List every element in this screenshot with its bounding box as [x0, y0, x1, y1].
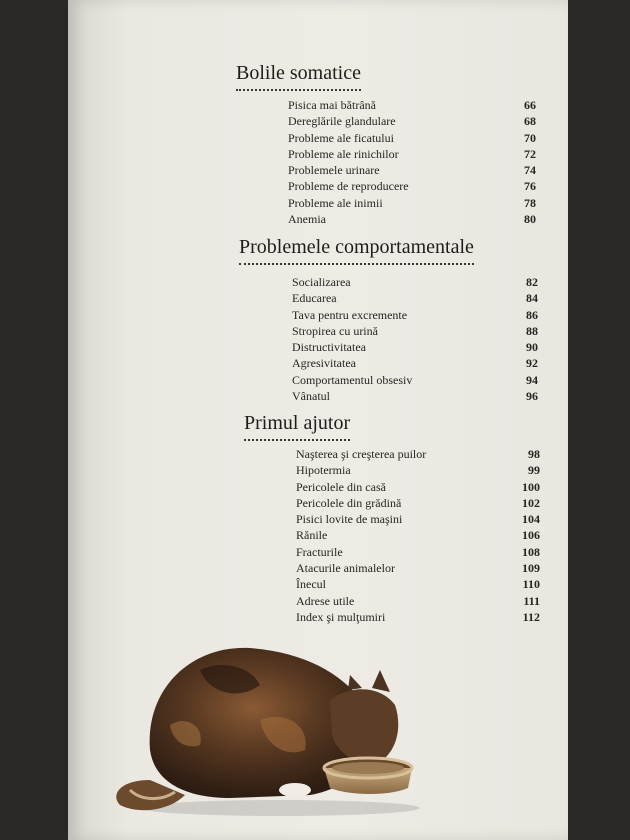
toc-entry-label: Hipotermia: [296, 463, 351, 478]
toc-entry: [296, 560, 540, 576]
toc-entry-label: Probleme ale rinichilor: [288, 146, 399, 161]
toc-entry-label: Pisica mai bătrână: [288, 98, 376, 112]
toc-entry-page-number: 111: [523, 593, 540, 608]
toc-entry: [288, 130, 536, 146]
toc-entry-page-number: 112: [522, 609, 540, 624]
toc-entry-label: Distructivitatea: [292, 340, 366, 355]
section-entries: [296, 446, 540, 625]
toc-entry-label: Probleme de reproducere: [288, 179, 409, 194]
section-primul-ajutor: [244, 412, 350, 441]
toc-entry-label: Pericolele din grădină: [296, 495, 402, 510]
toc-entry: [296, 462, 540, 478]
toc-entry-page-number: 66: [524, 98, 536, 112]
toc-entry: [296, 593, 540, 609]
toc-entry: [292, 372, 538, 388]
toc-entry-label: Problemele urinare: [288, 163, 380, 178]
toc-entry-label: Probleme ale inimii: [288, 195, 383, 210]
toc-entry-page-number: 110: [522, 577, 540, 592]
toc-entry-label: Atacurile animalelor: [296, 561, 395, 576]
toc-entry: [296, 479, 540, 495]
toc-entry: [292, 274, 538, 290]
toc-entry-page-number: 90: [526, 340, 538, 355]
toc-entry-page-number: 82: [526, 275, 538, 289]
toc-entry-page-number: 78: [524, 195, 536, 210]
section-heading: Problemele comportamentale: [239, 236, 474, 265]
section-entries: [292, 274, 538, 404]
toc-entry-page-number: 72: [524, 146, 536, 161]
toc-entry-page-number: 108: [522, 544, 540, 559]
toc-entry-label: Rănile: [296, 528, 328, 543]
toc-entry-label: Naşterea şi creşterea puilor: [296, 447, 427, 461]
toc-entry-page-number: 80: [524, 212, 536, 227]
toc-entry-page-number: 102: [522, 495, 540, 510]
toc-entry-page-number: 70: [524, 130, 536, 145]
toc-entry-page-number: 104: [522, 512, 540, 527]
toc-entry: [296, 527, 540, 543]
toc-entry-page-number: 88: [526, 323, 538, 338]
toc-entry: [296, 609, 540, 625]
toc-entry-page-number: 96: [526, 389, 538, 404]
toc-entry-label: Înecul: [296, 577, 326, 592]
toc-entry-label: Pericolele din casă: [296, 479, 386, 494]
toc-entry: [296, 511, 540, 527]
toc-entry-label: Pisici lovite de maşini: [296, 512, 403, 527]
section-heading: Primul ajutor: [244, 412, 350, 441]
toc-entry-label: Dereglările glandulare: [288, 114, 396, 129]
toc-entry-label: Educarea: [292, 291, 337, 306]
toc-entry-label: Adrese utile: [296, 593, 355, 608]
toc-entry-page-number: 74: [524, 163, 536, 178]
toc-entry-page-number: 106: [522, 528, 540, 543]
cat-eating-illustration: [110, 630, 430, 820]
toc-entry-label: Probleme ale ficatului: [288, 130, 394, 145]
toc-entry: [292, 290, 538, 306]
toc-entry: [288, 162, 536, 178]
toc-entry-label: Comportamentul obsesiv: [292, 372, 413, 387]
toc-entry-page-number: 84: [526, 291, 538, 306]
toc-entry-page-number: 98: [528, 447, 540, 461]
toc-entry: [296, 544, 540, 560]
toc-entry-label: Anemia: [288, 212, 326, 227]
toc-entry-page-number: 76: [524, 179, 536, 194]
toc-entry-label: Agresivitatea: [292, 356, 356, 371]
toc-entry: [296, 576, 540, 592]
section-entries: [288, 97, 536, 227]
toc-entry-page-number: 100: [522, 479, 540, 494]
toc-entry-label: Vânatul: [292, 389, 330, 404]
toc-entry-label: Socializarea: [292, 275, 351, 289]
toc-entry-label: Tava pentru excremente: [292, 307, 408, 322]
toc-entry: [288, 97, 536, 113]
toc-entry-page-number: 86: [526, 307, 538, 322]
toc-entry: [288, 211, 536, 227]
toc-entry: [288, 113, 536, 129]
section-bolile-somatice: [236, 62, 361, 91]
toc-entry-page-number: 109: [522, 561, 540, 576]
toc-entry: [296, 446, 540, 462]
toc-entry-page-number: 92: [526, 356, 538, 371]
toc-entry-page-number: 94: [526, 372, 538, 387]
toc-entry: [292, 388, 538, 404]
toc-entry-page-number: 68: [524, 114, 536, 129]
section-heading: Bolile somatice: [236, 62, 361, 91]
toc-entry-label: Stropirea cu urină: [292, 323, 378, 338]
toc-entry: [288, 178, 536, 194]
toc-entry: [292, 355, 538, 371]
toc-entry: [288, 146, 536, 162]
toc-entry: [292, 339, 538, 355]
toc-entry-label: Index şi mulţumiri: [296, 609, 386, 624]
toc-entry-label: Fracturile: [296, 544, 343, 559]
toc-entry: [292, 307, 538, 323]
toc-entry: [296, 495, 540, 511]
toc-entry-page-number: 99: [528, 463, 540, 478]
toc-entry: [292, 323, 538, 339]
toc-entry: [288, 195, 536, 211]
section-problemele-comportamentale: [239, 236, 474, 265]
